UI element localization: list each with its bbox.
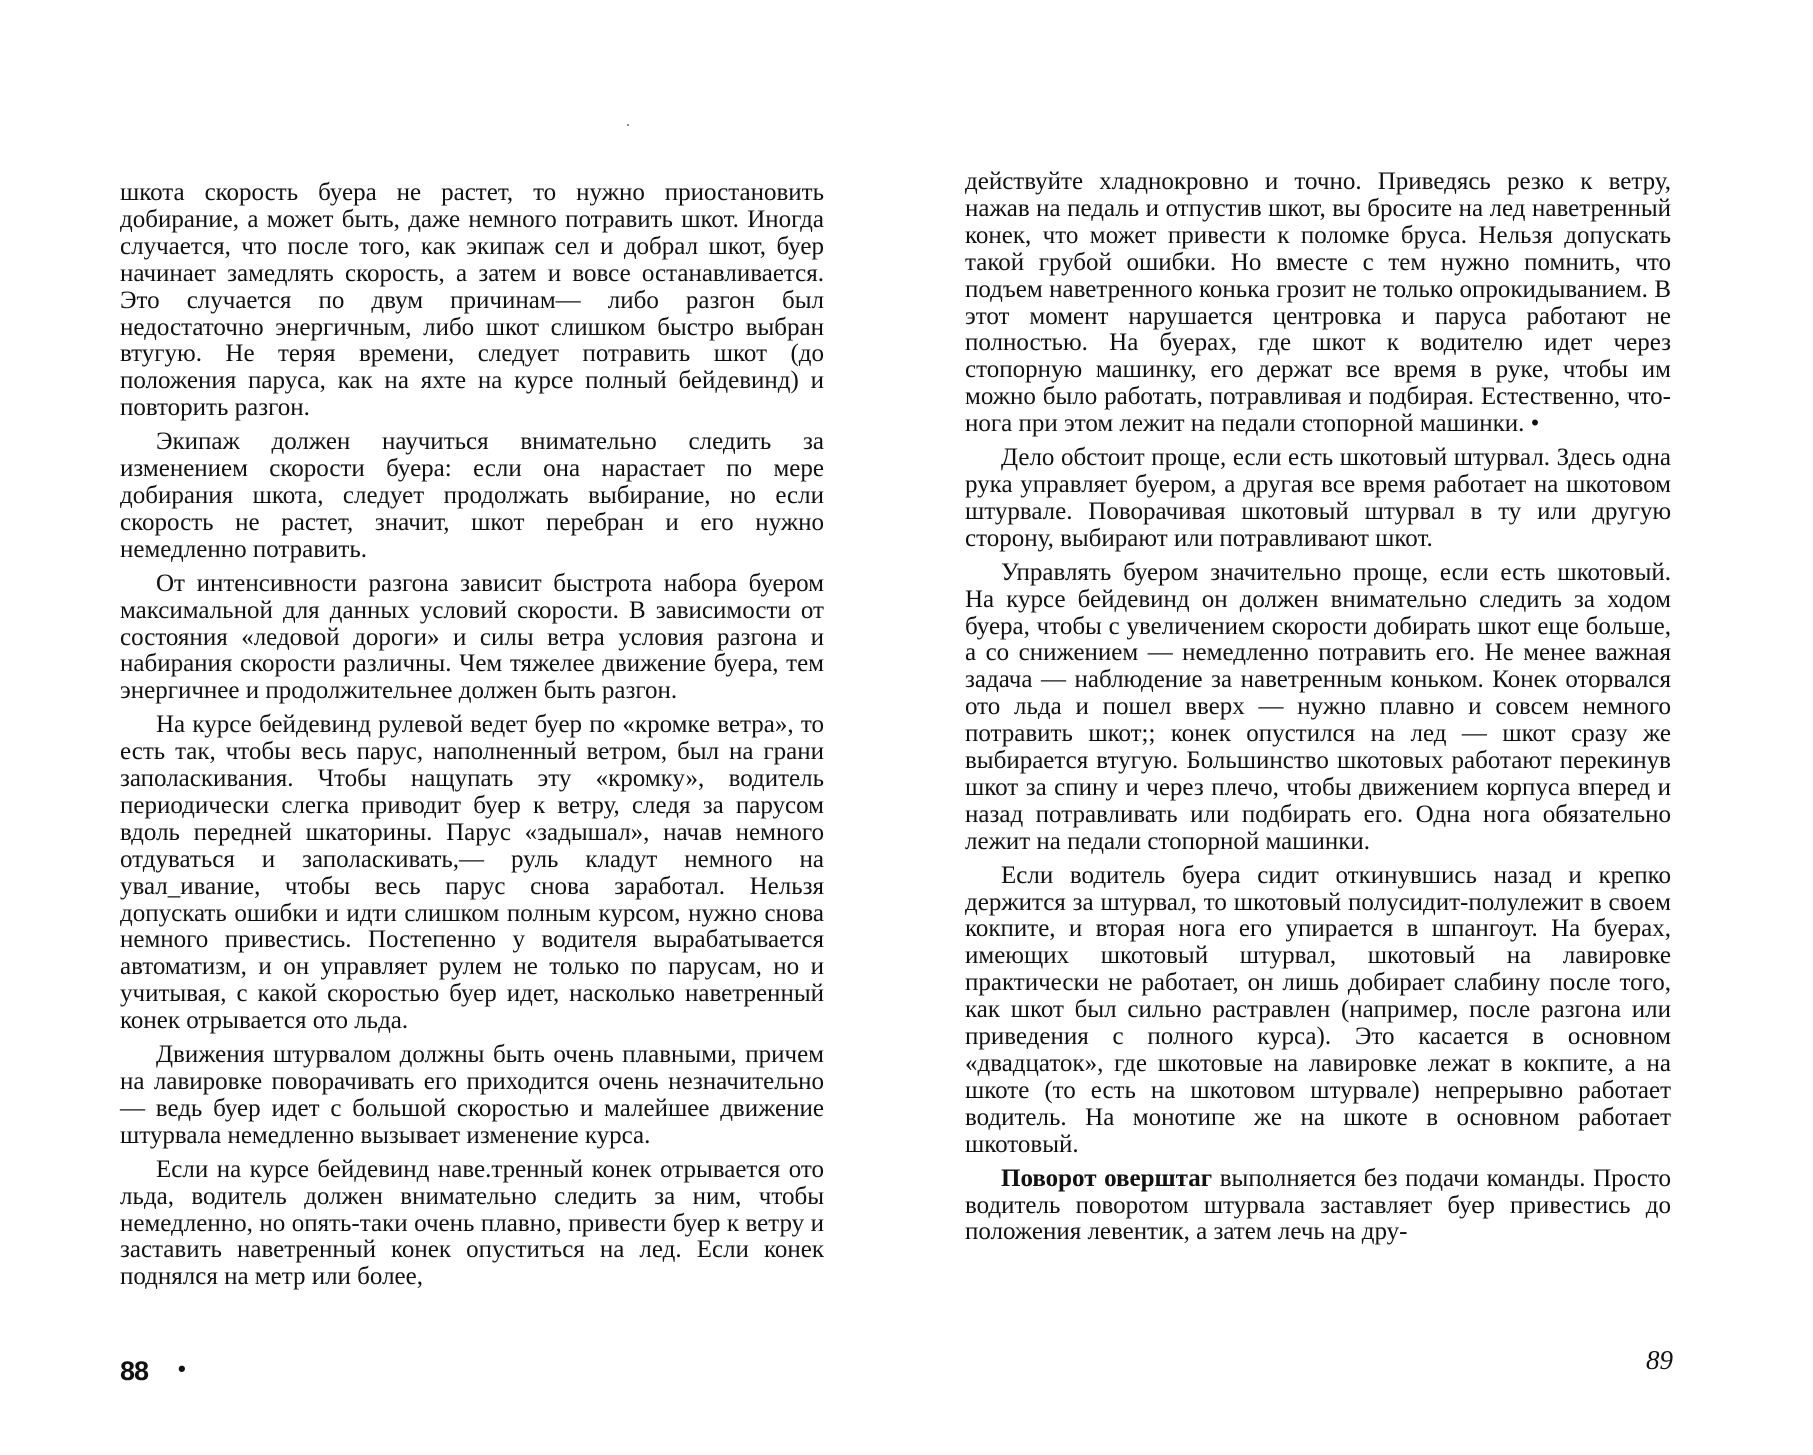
right-page-number: 89	[1646, 1345, 1673, 1375]
right-page-text-column	[965, 169, 1671, 1253]
left-page	[0, 0, 906, 1455]
right-paragraph-1: действуйте хладнокровно и точно. Приведясь резко к ветру, нажав на педаль и отпустив шкот, вы бросите на лед наветренный конек, что может привести к поломке бруса. Нельзя допускать такой грубой ошибки. Но вместе с тем нужно помнить, что подъем наветренного конька грозит не только опрокидыванием. В этот момент нарушается центровка и паруса работают не полностью. На буерах, где шкот к водителю идет через стопорную машинку, его держат все время в руке, чтобы им можно было работать, потравливая и подбирая. Естественно, что- нога при этом лежит на педали стопорной машинки. •	[965, 168, 1671, 438]
left-page-text-column	[120, 180, 824, 1298]
right-paragraph-5-text: выполняется без подачи команды. Просто водитель поворотом штурвала заставляет буер привестись до положения левентик, а затем лечь на дру-	[965, 1164, 1671, 1246]
left-paragraph-3: От интенсивности разгона зависит быстрота набора буером максимальной для данных условий скорости. В зависимости от состояния «ледовой дороги» и силы ветра условия разгона и набирания скорости различны. Чем тяжелее движение буера, тем энергичнее и продолжительнее должен быть разгон.	[120, 569, 824, 705]
bold-term-povorot-overshtag: Поворот оверштаг	[1001, 1164, 1213, 1192]
right-paragraph-2: Дело обстоит проще, если есть шкотовый штурвал. Здесь одна рука управляет буером, а другая все время работает на шкотовом штурвале. Поворачивая шкотовый штурвал в ту или другую сторону, выбирают или потравливают шкот.	[965, 444, 1671, 552]
left-paragraph-6: Если на курсе бейдевинд наве.тренный конек отрывается ото льда, водитель должен внимательно следить за ним, чтобы немедленно, но опять-таки очень плавно, привести буер к ветру и заставить наветренный конек опуститься на лед. Если конек поднялся на метр или более,	[120, 1155, 824, 1291]
left-paragraph-4: На курсе бейдевинд рулевой ведет буер по «кромке ветра», то есть так, чтобы весь парус, наполненный ветром, был на грани заполаскивания. Чтобы нащупать эту «кромку», водитель периодически слегка приводит буер к ветру, следя за парусом вдоль передней шкаторины. Парус «задышал», начав немного отдуваться и заполаскивать,— руль кладут немного на увал_ивание, чтобы весь парус снова заработал. Нельзя допускать ошибки и идти слишком полным курсом, нужно снова немного привестись. Постепенно у водителя вырабатывается автоматизм, и он управляет рулем не только по парусам, но и учитывая, с какой скоростью буер идет, насколько наветренный конек отрывается ото льда.	[120, 711, 824, 1035]
left-paragraph-1: шкота скорость буера не растет, то нужно приостановить добирание, а может быть, даже немного потравить шкот. Иногда случается, что после того, как экипаж сел и добрал шкот, буер начинает замедлять скорость, а затем и вовсе останавливается. Это случается по двум причинам— либо разгон был недостаточно энергичным, либо шкот слишком быстро выбран втугую. Не теряя времени, следует потравить шкот (до положения паруса, как на яхте на курсе полный бейдевинд) и повторить разгон.	[120, 179, 824, 422]
left-paragraph-2: Экипаж должен научиться внимательно следить за изменением скорости буера: если она нарастает по мере добирания шкота, следует продолжать выбирание, но если скорость не растет, значит, шкот перебран и его нужно немедленно потравить.	[120, 428, 824, 563]
right-page	[906, 0, 1813, 1455]
right-paragraph-4: Если водитель буера сидит откинувшись назад и крепко держится за штурвал, то шкотовый полусидит-полулежит в своем кокпите, и вторая нога его упирается в шпангоут. На буерах, имеющих шкотовый штурвал, шкотовый на лавировке практически не работает, он лишь добирает слабину после того, как шкот был сильно растравлен (например, после разгона или приведения с полного курса). Это касается в основном «двадцаток», где шкотовые на лавировке лежат в кокпите, а на шкоте (то есть на шкотовом штурвале) непрерывно работает водитель. На монотипе же на шкоте в основном работает шкотовый.	[965, 861, 1671, 1158]
right-paragraph-3: Управлять буером значительно проще, если есть шкотовый. На курсе бейдевинд он должен внимательно следить за ходом буера, чтобы с увеличением скорости добирать шкот еще больше, а со снижением — немедленно потравить его. Не менее важная задача — наблюдение за наветренным коньком. Конек оторвался ото льда и пошел вверх — нужно плавно и совсем немного потравить шкот;; конек опустился на лед — шкот сразу же выбирается втугую. Большинство шкотовых работают перекинув шкот за спину и через плечо, чтобы движением корпуса вперед и назад потравливать или подбирать его. Одна нога обязательно лежит на педали стопорной машинки.	[965, 558, 1671, 855]
print-speck	[627, 124, 629, 126]
left-page-number-bullet: •	[178, 1356, 186, 1381]
left-page-number: 88	[120, 1356, 149, 1386]
left-paragraph-5: Движения штурвалом должны быть очень плавными, причем на лавировке поворачивать его приходится очень незначительно — ведь буер идет с большой скоростью и малейшее движение штурвала немедленно вызывает изменение курса.	[120, 1041, 824, 1149]
right-paragraph-5	[965, 1166, 1671, 1247]
